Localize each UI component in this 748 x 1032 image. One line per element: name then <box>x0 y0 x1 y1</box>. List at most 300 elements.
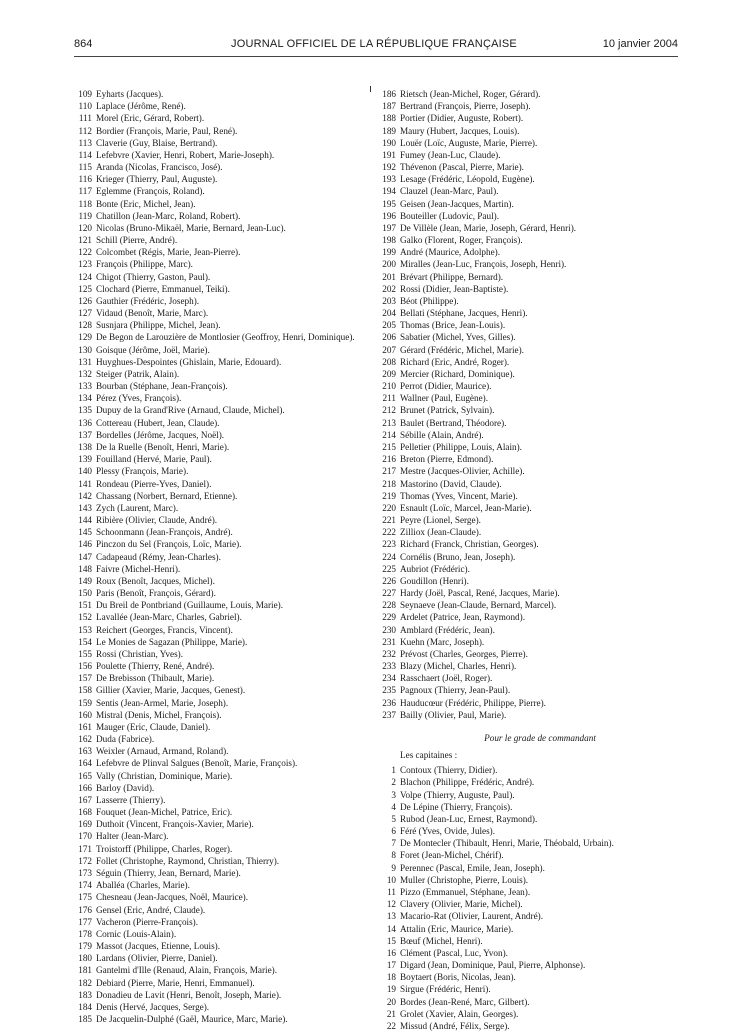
entry-number: 141 <box>78 478 92 489</box>
list-item <box>380 185 680 197</box>
entry-name: Claverie (Guy, Blaise, Bertrand). <box>96 137 218 148</box>
list-item <box>76 526 358 538</box>
entry-name: Duthoit (Vincent, François-Xavier, Marie). <box>96 819 254 830</box>
entry-name: Aranda (Nicolas, Francisco, José). <box>96 162 223 173</box>
entry-number: 233 <box>382 661 396 672</box>
entry-number: 171 <box>78 843 92 854</box>
entry-number: 3 <box>391 789 396 800</box>
entry-name: Denis (Hervé, Jacques, Serge). <box>96 1001 210 1012</box>
entry-name: Halter (Jean-Marc). <box>96 831 169 842</box>
entry-number: 109 <box>78 89 92 99</box>
entry-name: Rietsch (Jean-Michel, Roger, Gérard). <box>400 89 541 99</box>
entry-name: Zilliox (Jean-Claude). <box>400 527 482 538</box>
entry-name: Poulette (Thierry, René, André). <box>96 661 215 672</box>
entry-name: Sirgue (Frédéric, Henri). <box>400 984 491 995</box>
entry-number: 143 <box>78 502 92 513</box>
entry-name: Féré (Yves, Ovide, Jules). <box>400 826 496 837</box>
entry-name: Foret (Jean-Michel, Chérif). <box>400 850 504 861</box>
entry-name: Vacheron (Pierre-François). <box>96 916 199 927</box>
entry-name: Thévenon (Pascal, Pierre, Marie). <box>400 162 524 173</box>
captains-list <box>380 764 680 1032</box>
list-item <box>380 660 680 672</box>
list-item <box>380 764 680 776</box>
entry-name: Richard (Eric, André, Roger). <box>400 356 510 367</box>
list-item <box>76 843 358 855</box>
left-column <box>76 88 358 1025</box>
list-item <box>76 222 358 234</box>
entry-number: 2 <box>391 777 396 788</box>
list-item <box>380 983 680 995</box>
list-item <box>380 344 680 356</box>
entry-name: Blazy (Michel, Charles, Henri). <box>400 661 517 672</box>
list-item <box>76 490 358 502</box>
column-divider <box>370 86 371 92</box>
list-item <box>380 429 680 441</box>
entry-name: Cottereau (Hubert, Jean, Claude). <box>96 417 220 428</box>
entry-number: 219 <box>382 490 396 501</box>
entry-name: Breton (Pierre, Edmond). <box>400 454 494 465</box>
list-item <box>380 1008 680 1020</box>
entry-name: Debiard (Pierre, Marie, Henri, Emmanuel). <box>96 977 255 988</box>
entry-name: Bailly (Olivier, Paul, Marie). <box>400 709 507 720</box>
list-item <box>380 526 680 538</box>
entry-number: 211 <box>382 393 396 404</box>
list-item <box>76 904 358 916</box>
entry-name: Mistral (Denis, Michel, François). <box>96 709 222 720</box>
entry-name: Clauzel (Jean-Marc, Paul). <box>400 186 499 197</box>
entry-name: Susnjara (Philippe, Michel, Jean). <box>96 320 221 331</box>
entry-number: 201 <box>382 271 396 282</box>
entry-number: 113 <box>78 137 92 148</box>
entry-number: 162 <box>78 734 92 745</box>
entry-name: De Lépine (Thierry, François). <box>400 801 513 812</box>
entry-number: 130 <box>78 344 92 355</box>
list-item <box>76 88 358 100</box>
entry-name: Gauthier (Frédéric, Joseph). <box>96 295 200 306</box>
list-item <box>76 429 358 441</box>
entry-number: 191 <box>382 149 396 160</box>
list-item <box>380 1020 680 1032</box>
entry-number: 142 <box>78 490 92 501</box>
list-item <box>380 935 680 947</box>
entry-name: Laplace (Jérôme, René). <box>96 101 186 112</box>
entry-number: 209 <box>382 368 396 379</box>
list-item <box>76 733 358 745</box>
entry-number: 160 <box>78 709 92 720</box>
entry-name: Bordier (François, Marie, Paul, René). <box>96 125 238 136</box>
entry-name: Rubod (Jean-Luc, Ernest, Raymond). <box>400 813 538 824</box>
list-item <box>380 137 680 149</box>
list-item <box>76 331 358 343</box>
entry-name: Contoux (Thierry, Didier). <box>400 765 498 776</box>
header-rule <box>74 56 678 57</box>
entry-name: Duda (Fabrice). <box>96 734 155 745</box>
entry-number: 140 <box>78 466 92 477</box>
list-item <box>380 886 680 898</box>
list-item <box>380 222 680 234</box>
entry-name: Nicolas (Bruno-Mikaël, Marie, Bernard, Jean-Luc). <box>96 222 286 233</box>
entry-name: Schill (Pierre, André). <box>96 235 178 246</box>
entry-name: Bordelles (Jérôme, Jacques, Noël). <box>96 429 225 440</box>
entry-number: 158 <box>78 685 92 696</box>
entry-number: 223 <box>382 539 396 550</box>
entry-name: Follet (Christophe, Raymond, Christian, Thierry). <box>96 855 280 866</box>
list-item <box>380 776 680 788</box>
entry-number: 144 <box>78 515 92 526</box>
list-item <box>380 417 680 429</box>
list-item <box>76 125 358 137</box>
entry-name: Miralles (Jean-Luc, François, Joseph, Henri). <box>400 259 567 270</box>
list-item <box>380 563 680 575</box>
entry-name: Plessy (François, Marie). <box>96 466 189 477</box>
entry-name: Sébille (Alain, André). <box>400 429 484 440</box>
list-item <box>380 465 680 477</box>
list-item <box>380 112 680 124</box>
entry-number: 206 <box>382 332 396 343</box>
list-item <box>76 149 358 161</box>
list-item <box>76 380 358 392</box>
list-item <box>76 271 358 283</box>
entry-name: Chigot (Thierry, Gaston, Paul). <box>96 271 211 282</box>
entry-name: Chassang (Norbert, Bernard, Etienne). <box>96 490 238 501</box>
entry-number: 122 <box>78 247 92 258</box>
entry-name: Lasserre (Thierry). <box>96 794 166 805</box>
entry-number: 197 <box>382 222 396 233</box>
entry-number: 117 <box>78 186 92 197</box>
list-item <box>76 636 358 648</box>
entry-number: 208 <box>382 356 396 367</box>
entry-number: 12 <box>386 899 396 910</box>
entry-name: Gérard (Frédéric, Michel, Marie). <box>400 344 524 355</box>
entry-name: Kuehn (Marc, Joseph). <box>400 636 485 647</box>
entry-number: 145 <box>78 527 92 538</box>
entry-number: 181 <box>78 965 92 976</box>
entry-name: Maury (Hubert, Jacques, Louis). <box>400 125 520 136</box>
entry-name: Volpe (Thierry, Auguste, Paul). <box>400 789 515 800</box>
list-item <box>76 161 358 173</box>
entry-number: 1 <box>391 765 396 776</box>
list-item <box>76 344 358 356</box>
list-item <box>380 392 680 404</box>
entry-number: 184 <box>78 1001 92 1012</box>
entry-number: 187 <box>382 101 396 112</box>
entry-number: 15 <box>386 935 396 946</box>
entry-number: 221 <box>382 515 396 526</box>
entry-number: 232 <box>382 648 396 659</box>
entry-number: 207 <box>382 344 396 355</box>
entry-name: Mercier (Richard, Dominique). <box>400 368 515 379</box>
list-item <box>76 465 358 477</box>
list-item <box>76 417 358 429</box>
entry-number: 13 <box>386 911 396 922</box>
entry-number: 227 <box>382 588 396 599</box>
list-item <box>380 624 680 636</box>
list-item <box>380 271 680 283</box>
entry-name: Huyghues-Despointes (Ghislain, Marie, Edouard). <box>96 356 282 367</box>
entry-name: Barloy (David). <box>96 782 155 793</box>
entry-number: 157 <box>78 673 92 684</box>
entry-name: Cadapeaud (Rémy, Jean-Charles). <box>96 551 221 562</box>
entry-name: Clavery (Olivier, Marie, Michel). <box>400 899 523 910</box>
entry-name: Le Monies de Sagazan (Philippe, Marie). <box>96 636 248 647</box>
list-item <box>76 721 358 733</box>
list-item <box>76 453 358 465</box>
list-item <box>380 959 680 971</box>
list-item <box>76 891 358 903</box>
entry-name: Reichert (Georges, Francis, Vincent). <box>96 624 233 635</box>
list-item <box>380 307 680 319</box>
list-item <box>76 404 358 416</box>
entry-name: Rasschaert (Joël, Roger). <box>400 673 493 684</box>
entry-number: 149 <box>78 575 92 586</box>
entry-number: 152 <box>78 612 92 623</box>
entry-name: Aubriot (Frédéric). <box>400 563 470 574</box>
list-item <box>380 648 680 660</box>
entry-number: 175 <box>78 892 92 903</box>
list-item <box>380 88 680 100</box>
list-item <box>380 295 680 307</box>
entry-name: Lardans (Olivier, Pierre, Daniel). <box>96 953 218 964</box>
entry-name: Aballéa (Charles, Marie). <box>96 880 190 891</box>
entry-number: 18 <box>386 972 396 983</box>
entry-number: 164 <box>78 758 92 769</box>
entry-name: Bertrand (François, Pierre, Joseph). <box>400 101 531 112</box>
entry-number: 230 <box>382 624 396 635</box>
entry-name: Bouteiller (Ludovic, Paul). <box>400 210 499 221</box>
entry-number: 217 <box>382 466 396 477</box>
entry-number: 166 <box>78 782 92 793</box>
entry-number: 134 <box>78 393 92 404</box>
entry-name: Missud (André, Félix, Serge). <box>400 1020 510 1031</box>
entry-name: Prévost (Charles, Georges, Pierre). <box>400 648 528 659</box>
list-item <box>380 874 680 886</box>
entry-number: 19 <box>386 984 396 995</box>
list-item <box>380 813 680 825</box>
entry-number: 127 <box>78 308 92 319</box>
list-item <box>76 307 358 319</box>
entry-number: 14 <box>386 923 396 934</box>
entry-number: 138 <box>78 441 92 452</box>
entry-name: Richard (Franck, Christian, Georges). <box>400 539 539 550</box>
list-item <box>380 441 680 453</box>
entry-number: 215 <box>382 441 396 452</box>
entry-name: Séguin (Thierry, Jean, Bernard, Marie). <box>96 868 241 878</box>
entry-name: De Brebisson (Thibault, Marie). <box>96 673 215 684</box>
entry-name: Chesneau (Jean-Jacques, Noël, Maurice). <box>96 892 249 903</box>
list-item <box>380 709 680 721</box>
entry-number: 21 <box>386 1008 396 1019</box>
entry-number: 136 <box>78 417 92 428</box>
entry-number: 178 <box>78 928 92 939</box>
list-item <box>76 538 358 550</box>
entry-number: 218 <box>382 478 396 489</box>
entry-name: Krieger (Thierry, Paul, Auguste). <box>96 174 218 185</box>
publication-date: 10 janvier 2004 <box>602 38 678 50</box>
entry-number: 199 <box>382 247 396 258</box>
entry-number: 165 <box>78 770 92 781</box>
right-column <box>380 88 680 1032</box>
list-item <box>380 149 680 161</box>
entry-number: 124 <box>78 271 92 282</box>
entry-name: Gensel (Eric, André, Claude). <box>96 904 206 915</box>
list-item <box>380 672 680 684</box>
entry-number: 222 <box>382 527 396 538</box>
list-item <box>380 947 680 959</box>
list-item <box>76 611 358 623</box>
entry-name: Lefebvre de Plinval Salgues (Benoît, Marie, François). <box>96 758 298 769</box>
entry-name: Bonte (Eric, Michel, Jean). <box>96 198 196 209</box>
list-item <box>76 964 358 976</box>
list-item <box>380 837 680 849</box>
entry-number: 5 <box>391 813 396 824</box>
entry-name: Morel (Eric, Gérard, Robert). <box>96 113 205 124</box>
entry-name: Ribière (Olivier, Claude, André). <box>96 515 218 526</box>
list-item <box>380 611 680 623</box>
entry-name: Rossi (Christian, Yves). <box>96 648 184 659</box>
entry-name: Perrot (Didier, Maurice). <box>400 381 492 392</box>
entry-number: 226 <box>382 575 396 586</box>
entry-number: 156 <box>78 661 92 672</box>
list-item <box>76 818 358 830</box>
entry-number: 8 <box>391 850 396 861</box>
entry-number: 116 <box>78 174 92 185</box>
list-item <box>76 185 358 197</box>
list-item <box>76 514 358 526</box>
entry-name: Eglemme (François, Roland). <box>96 186 205 197</box>
entry-number: 163 <box>78 746 92 757</box>
list-item <box>380 380 680 392</box>
entry-name: Cornélis (Bruno, Jean, Joseph). <box>400 551 516 562</box>
entry-name: Du Breil de Pontbriand (Guillaume, Louis, Marie). <box>96 600 284 611</box>
entry-name: Pérez (Yves, François). <box>96 393 182 404</box>
list-item <box>76 977 358 989</box>
entry-name: Baulet (Bertrand, Théodore). <box>400 417 507 428</box>
list-item <box>380 862 680 874</box>
entry-number: 205 <box>382 320 396 331</box>
entry-name: Goudillon (Henri). <box>400 575 469 586</box>
entry-number: 9 <box>391 862 396 873</box>
list-item <box>76 258 358 270</box>
list-item <box>76 478 358 490</box>
entry-name: Louër (Loïc, Auguste, Marie, Pierre). <box>400 137 538 148</box>
entry-number: 204 <box>382 308 396 319</box>
entry-name: Clochard (Pierre, Emmanuel, Teiki). <box>96 283 230 294</box>
entry-number: 151 <box>78 600 92 611</box>
entry-number: 200 <box>382 259 396 270</box>
list-item <box>76 599 358 611</box>
section-subheading: Les capitaines : <box>400 750 458 761</box>
entry-name: Colcombet (Régis, Marie, Jean-Pierre). <box>96 247 241 258</box>
entry-name: Bœuf (Michel, Henri). <box>400 935 483 946</box>
list-item <box>380 575 680 587</box>
list-item <box>76 940 358 952</box>
entry-number: 194 <box>382 186 396 197</box>
entry-number: 159 <box>78 697 92 708</box>
list-item <box>76 246 358 258</box>
list-item <box>76 916 358 928</box>
entry-number: 202 <box>382 283 396 294</box>
list-item <box>76 660 358 672</box>
entry-number: 125 <box>78 283 92 294</box>
entry-name: Hauducœur (Frédéric, Philippe, Pierre). <box>400 697 546 708</box>
entry-name: Hardy (Joël, Pascal, René, Jacques, Marie). <box>400 588 560 599</box>
list-item <box>76 830 358 842</box>
list-item <box>76 112 358 124</box>
entry-number: 168 <box>78 807 92 818</box>
entry-name: Faivre (Michel-Henri). <box>96 563 181 574</box>
list-item <box>380 898 680 910</box>
entry-name: Goisque (Jérôme, Joël, Marie). <box>96 344 210 355</box>
entry-name: Wallner (Paul, Eugène). <box>400 393 489 404</box>
entry-name: Massot (Jacques, Etienne, Louis). <box>96 941 221 952</box>
entry-name: Amblard (Frédéric, Jean). <box>400 624 495 635</box>
entry-number: 198 <box>382 235 396 246</box>
list-item <box>380 161 680 173</box>
entry-name: Lefebvre (Xavier, Henri, Robert, Marie-Joseph). <box>96 149 275 160</box>
entry-name: Béot (Philippe). <box>400 295 459 306</box>
entry-number: 224 <box>382 551 396 562</box>
entry-number: 179 <box>78 941 92 952</box>
entry-name: Pagnoux (Thierry, Jean-Paul). <box>400 685 511 696</box>
list-item <box>380 198 680 210</box>
list-item <box>76 563 358 575</box>
list-item <box>380 636 680 648</box>
list-item <box>76 672 358 684</box>
list-item <box>76 173 358 185</box>
entry-number: 11 <box>387 887 396 897</box>
entry-number: 133 <box>78 381 92 392</box>
entry-name: Roux (Benoît, Jacques, Michel). <box>96 575 215 586</box>
list-item <box>380 490 680 502</box>
entry-name: Zych (Laurent, Marc). <box>96 502 179 513</box>
list-item <box>380 551 680 563</box>
list-item <box>76 210 358 222</box>
list-item <box>380 356 680 368</box>
list-item <box>380 404 680 416</box>
entry-number: 167 <box>78 794 92 805</box>
list-item <box>380 246 680 258</box>
list-item <box>76 757 358 769</box>
entry-name: Vidaud (Benoît, Marie, Marc). <box>96 308 209 319</box>
entry-name: Fouilland (Hervé, Marie, Paul). <box>96 454 212 465</box>
entry-name: Sentis (Jean-Armel, Marie, Joseph). <box>96 697 229 708</box>
list-item <box>76 137 358 149</box>
list-item <box>380 514 680 526</box>
entry-name: Digard (Jean, Dominique, Paul, Pierre, Alphonse). <box>400 960 586 971</box>
list-item <box>380 478 680 490</box>
entry-name: Thomas (Brice, Jean-Louis). <box>400 320 506 331</box>
entry-number: 131 <box>78 356 92 367</box>
entry-number: 236 <box>382 697 396 708</box>
entry-name: Sabatier (Michel, Yves, Gilles). <box>400 332 516 343</box>
entry-name: De la Ruelle (Benoît, Henri, Marie). <box>96 441 230 452</box>
entry-number: 182 <box>78 977 92 988</box>
list-item <box>380 910 680 922</box>
entry-number: 7 <box>391 838 396 849</box>
entry-number: 146 <box>78 539 92 550</box>
entry-name: Geisen (Jean-Jacques, Martin). <box>400 198 514 209</box>
list-item <box>380 599 680 611</box>
entry-name: Dupuy de la Grand'Rive (Arnaud, Claude, Michel). <box>96 405 285 416</box>
entry-name: Seynaeve (Jean-Claude, Bernard, Marcel). <box>400 600 557 611</box>
entry-name: Vally (Christian, Dominique, Marie). <box>96 770 233 781</box>
entry-name: De Jacquelin-Dulphé (Gaël, Maurice, Marc, Marie). <box>96 1014 288 1025</box>
entry-number: 153 <box>78 624 92 635</box>
list-item <box>380 234 680 246</box>
entry-number: 22 <box>386 1020 396 1031</box>
entry-number: 185 <box>78 1014 92 1025</box>
list-item <box>380 801 680 813</box>
